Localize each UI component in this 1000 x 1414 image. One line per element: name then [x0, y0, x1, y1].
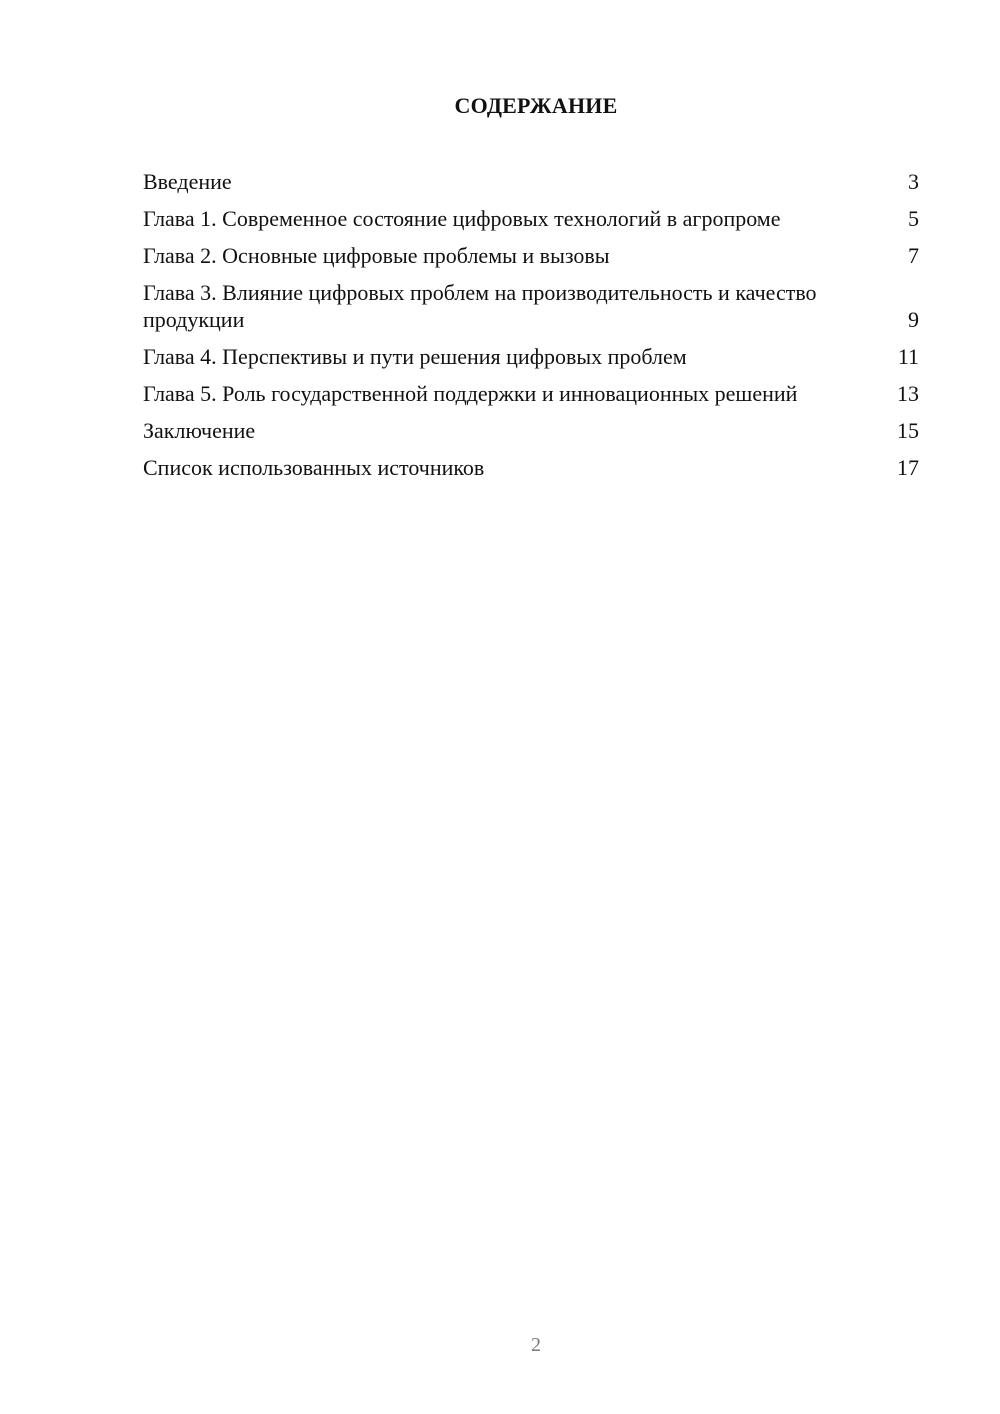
toc-entry [143, 417, 919, 444]
toc-entry-page: 15 [897, 418, 919, 443]
toc-entry-title: Заключение [143, 418, 256, 443]
toc-entry-title: Введение [143, 169, 232, 194]
toc-entry-page: 3 [908, 169, 919, 194]
toc-entry-title: Список использованных источников [143, 455, 485, 480]
page-title: СОДЕРЖАНИЕ [454, 93, 618, 118]
toc-entry-page: 11 [897, 344, 919, 369]
toc-entry [143, 454, 919, 481]
toc-entry [143, 279, 919, 333]
toc-entry [143, 168, 919, 195]
page-number: 2 [531, 1334, 541, 1356]
toc-entry-page: 7 [908, 243, 919, 268]
toc-entry-page: 13 [897, 381, 919, 406]
toc-entry [143, 242, 919, 269]
toc-entry-title: Глава 1. Современное состояние цифровых технологий в агропроме [143, 206, 781, 231]
toc-entry-title: Глава 4. Перспективы и пути решения цифровых проблем [143, 344, 687, 369]
toc-entry-page: 5 [908, 206, 919, 231]
toc-entry-title: Глава 2. Основные цифровые проблемы и вызовы [143, 243, 610, 268]
toc-entry-title: Глава 3. Влияние цифровых проблем на производительность и качество продукции [143, 280, 817, 332]
toc-entry [143, 380, 919, 407]
table-of-contents [143, 168, 919, 491]
toc-entry [143, 343, 919, 370]
toc-entry [143, 205, 919, 232]
toc-entry-title: Глава 5. Роль государственной поддержки и инновационных решений [143, 381, 798, 406]
toc-entry-page: 17 [897, 455, 919, 480]
toc-entry-page: 9 [908, 307, 919, 332]
